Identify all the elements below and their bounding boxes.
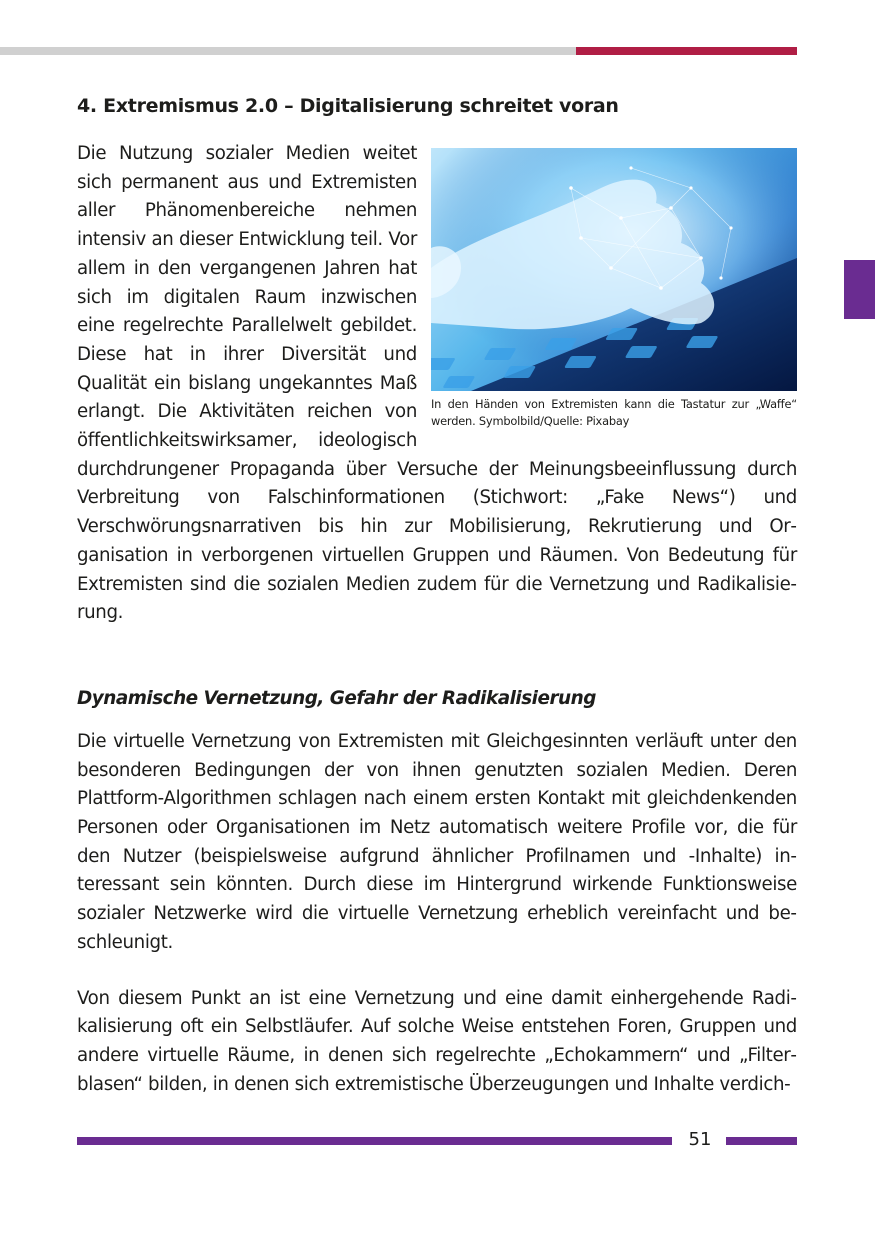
paragraph-networking: Die virtuelle Vernetzung von Extremisten mit Gleichgesinnten verläuft unter den besonderen Bedingungen der von ihnen genutzten sozialen Medien. Deren Plattform-Algorithmen schlagen nach einem ersten Kontakt mit gleichdenkenden Personen oder Organisationen im Netz automatisch weitere Profile vor, die für den Nutzer (beispielsweise aufgrund ähnlicher Profilnamen und -Inhalte) interessant sein könnten. Durch diese im Hintergrund wirkende Funktionsweise sozialer Netzwerke wird die virtuelle Vernetzung erheblich vereinfacht und beschleunigt.: [77, 730, 797, 953]
chapter-tab-marker: [844, 260, 875, 319]
page-number: 51: [688, 1129, 712, 1150]
paragraph-intro: Die Nutzung sozialer Medien weitet sich permanent aus und Extremisten aller Phänomenbereiche nehmen intensiv an dieser Entwicklung teil. Vor allem in den vergangenen Jahren hat sich im digitalen Raum inzwischen eine regelrechte Parallelwelt gebildet. Diese hat in ihrer Diversität und Qualität ein bislang ungekanntes Maß erlangt. Die Aktivitäten reichen von öffentlichkeitswirksamer, ideologisch durchdrungener Propaganda über Versuche der Meinungsbeeinflussung durch Verbreitung von Falschinformationen (Stichwort: „Fake News“) und Verschwörungsnarrativen bis hin zur Mobilisierung, Rekrutierung und Organisation in verborgenen virtuellen Gruppen und Räumen. Von Bedeutung für Extremisten sind die sozialen Medien zudem für die Vernetzung und Radikalisierung.: [77, 143, 797, 624]
footer-rule-right: [726, 1137, 797, 1145]
keyboard-hands-photo: [431, 148, 797, 391]
keyboard-hands-illustration: [431, 148, 797, 391]
paragraph-radicalization: Von diesem Punkt an ist eine Vernetzung und eine damit einhergehende Radikalisierung oft ein Selbstläufer. Auf solche Weise entstehen Foren, Gruppen und andere virtuelle Räume, in denen sich regelrechte „Echokammern“ und „Filterblasen“ bilden, in denen sich extremistische Überzeugungen und Inhalte verdich-: [77, 987, 797, 1095]
page-content: [77, 94, 797, 1099]
figure-caption: In den Händen von Extremisten kann die Tastatur zur „Waffe“ werden. Symbolbild/Quelle: Pixabay: [431, 397, 797, 428]
header-rule-gray: [0, 47, 576, 55]
subsection-heading: Dynamische Vernetzung, Gefahr der Radikalisierung: [77, 687, 596, 709]
header-rule-red: [576, 47, 797, 55]
footer-rule-left: [77, 1137, 672, 1145]
section-heading: 4. Extremismus 2.0 – Digitalisierung schreitet voran: [77, 95, 619, 117]
figure: [431, 148, 797, 430]
